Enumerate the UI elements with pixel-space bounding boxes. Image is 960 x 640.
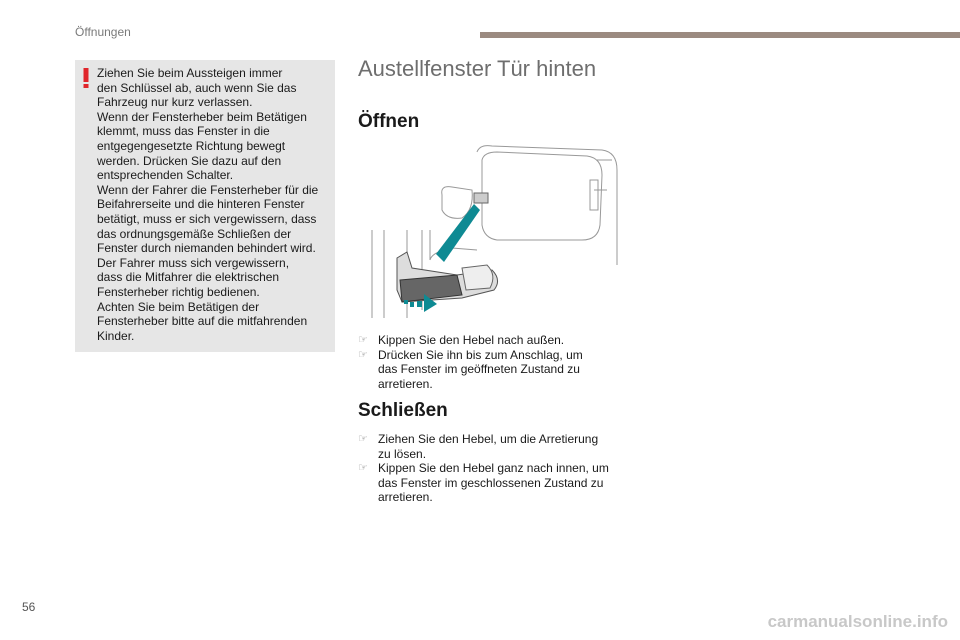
- warning-line: Ziehen Sie beim Aussteigen immer: [97, 66, 283, 80]
- pointing-hand-icon: ☞: [358, 433, 368, 445]
- step-text: das Fenster im geöffneten Zustand zu: [378, 362, 580, 377]
- heading-close: Schließen: [358, 400, 448, 421]
- warning-line: Kinder.: [97, 328, 135, 343]
- warning-line: Der Fahrer muss sich vergewissern,: [97, 255, 290, 270]
- warning-line: werden. Drücken Sie dazu auf den: [97, 153, 282, 168]
- page-title: Austellfenster Tür hinten: [358, 56, 597, 81]
- list-item: [358, 432, 609, 461]
- step-text: zu lösen.: [378, 446, 427, 461]
- warning-line: Fenster durch niemanden behindert wird.: [97, 241, 316, 256]
- step-text: Ziehen Sie den Hebel, um die Arretierung: [378, 432, 599, 446]
- watermark: carmanualsonline.info: [767, 612, 948, 631]
- list-item: [358, 461, 609, 505]
- close-steps: [358, 432, 609, 505]
- warning-box: [75, 60, 335, 352]
- section-label: Öffnungen: [75, 25, 131, 39]
- warning-text: [97, 66, 318, 343]
- step-text: arretieren.: [378, 490, 433, 505]
- step-text: Kippen Sie den Hebel ganz nach innen, um: [378, 461, 609, 476]
- open-steps: [358, 333, 583, 391]
- warning-line: den Schlüssel ab, auch wenn Sie das: [97, 80, 297, 95]
- warning-line: Wenn der Fensterheber beim Betätigen: [97, 109, 307, 124]
- list-item: [358, 348, 583, 392]
- pointing-hand-icon: ☞: [358, 462, 368, 475]
- warning-line: Fensterheber richtig bedienen.: [97, 284, 260, 299]
- warning-line: entgegengesetzte Richtung bewegt: [97, 138, 286, 153]
- warning-line: Fahrzeug nur kurz verlassen.: [97, 95, 253, 110]
- warning-line: entsprechenden Schalter.: [97, 168, 234, 183]
- pointing-hand-icon: ☞: [358, 348, 368, 361]
- pointer-arrow: [436, 204, 480, 262]
- exclamation-icon: [83, 68, 89, 88]
- warning-line: Beifahrerseite und die hinteren Fenster: [97, 197, 305, 212]
- step-text: das Fenster im geschlossenen Zustand zu: [378, 475, 604, 490]
- step-text: Drücken Sie ihn bis zum Anschlag, um: [378, 347, 583, 362]
- warning-line: Wenn der Fahrer die Fensterheber für die: [97, 182, 319, 197]
- header-bar: [480, 32, 960, 38]
- warning-line: das ordnungsgemäße Schließen der: [97, 226, 292, 241]
- list-item: [358, 333, 583, 348]
- step-text: Kippen Sie den Hebel nach außen.: [378, 333, 565, 347]
- pointing-hand-icon: ☞: [358, 334, 368, 346]
- warning-line: dass die Mitfahrer die elektrischen: [97, 270, 280, 285]
- warning-line: Achten Sie beim Betätigen der: [97, 299, 260, 314]
- warning-line: klemmt, muss das Fenster in die: [97, 124, 270, 139]
- warning-line: betätigt, muss er sich vergewissern, dass: [97, 211, 317, 226]
- step-text: arretieren.: [378, 376, 433, 391]
- page-number: 56: [22, 600, 36, 614]
- heading-open: Öffnen: [358, 111, 420, 132]
- warning-line: Fensterheber bitte auf die mitfahrenden: [97, 314, 308, 329]
- rear-window-latch-illustration: [362, 140, 627, 320]
